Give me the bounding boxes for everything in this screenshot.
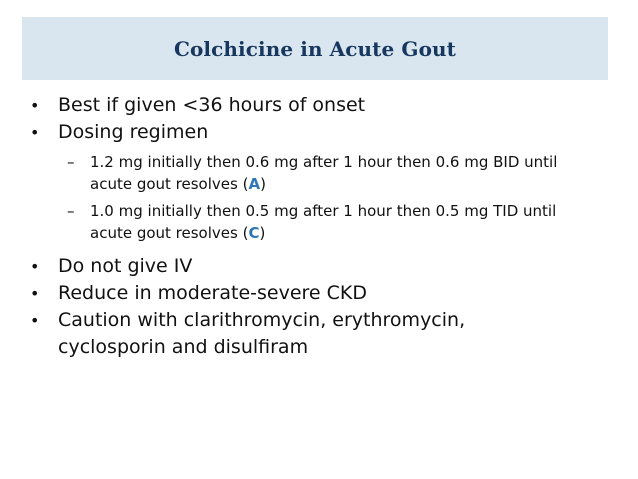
dash-icon: – [67,202,75,220]
sub-bullet-close: ) [259,224,266,242]
sub-bullet-item-regimen-c [67,200,610,244]
slide-title: Colchicine in Acute Gout [173,36,457,61]
bullet-text: Reduce in moderate-severe CKD [58,282,368,304]
bullet-icon: • [30,96,40,115]
dash-icon: – [67,153,75,171]
slide-content [30,92,610,361]
sub-bullet-body: 1.2 mg initially then 0.6 mg after 1 hour then 0.6 mg BID until acute gout resolves ( [90,153,558,193]
bullet-item-no-iv [30,253,610,280]
sub-bullet-text [90,151,610,195]
bullet-text: Caution with clarithromycin, erythromycin, cyclosporin and disulfiram [58,309,466,358]
bullet-icon: • [30,284,40,303]
bullet-icon: • [30,123,40,142]
bullet-item-ckd [30,280,610,307]
evidence-grade-letter: A [248,175,261,193]
bullet-item-dosing [30,119,610,146]
evidence-grade-letter: C [248,224,260,242]
sub-bullet-item-regimen-a [67,151,610,195]
bullet-text: Dosing regimen [58,121,209,143]
bullet-icon: • [30,257,40,276]
title-bar [22,17,608,80]
sub-bullet-close: ) [260,175,266,193]
bullet-icon: • [30,311,40,330]
sub-bullet-body: 1.0 mg initially then 0.5 mg after 1 hour then 0.5 mg TID until acute gout resolves ( [90,202,557,242]
bullet-item-onset [30,92,610,119]
bullet-text: Do not give IV [58,255,193,277]
bullet-item-caution [30,307,610,361]
bullet-text: Best if given <36 hours of onset [58,94,366,116]
sub-bullet-text [90,200,610,244]
